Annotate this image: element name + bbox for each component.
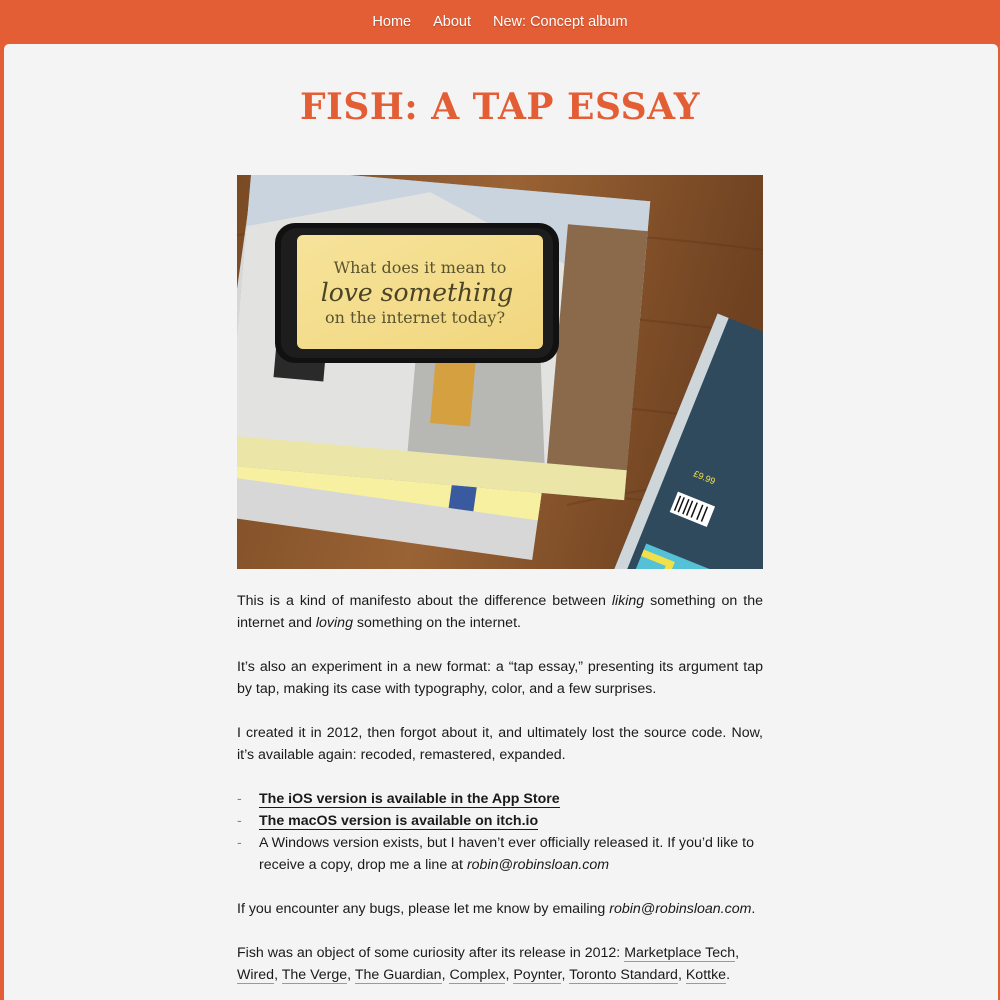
- bugs-paragraph: If you encounter any bugs, please let me know by emailing robin@robinsloan.com.: [237, 901, 756, 917]
- windows-contact-email: robin@robinsloan.com: [466, 857, 610, 873]
- press-link-marketplace-tech[interactable]: Marketplace Tech: [624, 945, 736, 961]
- book-price-text: £9.99: [692, 468, 717, 487]
- phone-screen-line-1: What does it mean to: [333, 258, 507, 277]
- top-navigation: [0, 0, 1000, 44]
- availability-list: [237, 788, 763, 876]
- intro-paragraph-2: It’s also an experiment in a new format: a “tap essay,” presenting its argument tap by tap, making its case with typography, color, and a few surprises.: [237, 659, 763, 697]
- nav-home-link[interactable]: Home: [372, 14, 412, 30]
- press-paragraph: Fish was an object of some curiosity after its release in 2012: Marketplace Tech, Wired, The Verge, The Guardian, Complex, Poynter, Toronto Standard, Kottke.: [237, 945, 740, 983]
- press-link-wired[interactable]: Wired: [237, 967, 275, 983]
- hero-image: [237, 175, 763, 569]
- nav-concept-album-link[interactable]: New: Concept album: [493, 14, 628, 30]
- article-body: [237, 590, 763, 1000]
- page-title: FISH: A TAP ESSAY: [299, 86, 701, 128]
- intro-paragraph-3: I created it in 2012, then forgot about it, and ultimately lost the source code. Now, it’s available again: recoded, remastered, expanded.: [237, 725, 763, 763]
- press-link-kottke[interactable]: Kottke: [685, 967, 727, 983]
- press-link-the-verge[interactable]: The Verge: [281, 967, 348, 983]
- ios-app-store-link[interactable]: The iOS version is available in the App Store: [259, 791, 560, 807]
- bugs-contact-email: robin@robinsloan.com: [609, 901, 752, 917]
- press-link-poynter[interactable]: Poynter: [513, 967, 562, 983]
- nav-about-link[interactable]: About: [433, 14, 471, 30]
- list-item-macos: - The macOS version is available on itch.io: [237, 813, 539, 829]
- list-item-ios: - The iOS version is available in the App Store: [237, 791, 560, 807]
- hero-photo-illustration: [237, 175, 763, 569]
- phone-screen-line-2: love something: [320, 278, 514, 307]
- intro-paragraph-1: This is a kind of manifesto about the difference between liking something on the internet and loving something on the internet.: [237, 593, 763, 631]
- macos-itchio-link[interactable]: The macOS version is available on itch.io: [259, 813, 539, 829]
- phone-screen-line-3: on the internet today?: [324, 308, 506, 327]
- press-link-the-guardian[interactable]: The Guardian: [354, 967, 442, 983]
- press-link-complex[interactable]: Complex: [449, 967, 506, 983]
- press-link-toronto-standard[interactable]: Toronto Standard: [569, 967, 678, 983]
- list-item-windows: - A Windows version exists, but I haven’t ever officially released it. If you’d like to receive a copy, drop me a line at robin@robinsloan.com: [237, 835, 754, 873]
